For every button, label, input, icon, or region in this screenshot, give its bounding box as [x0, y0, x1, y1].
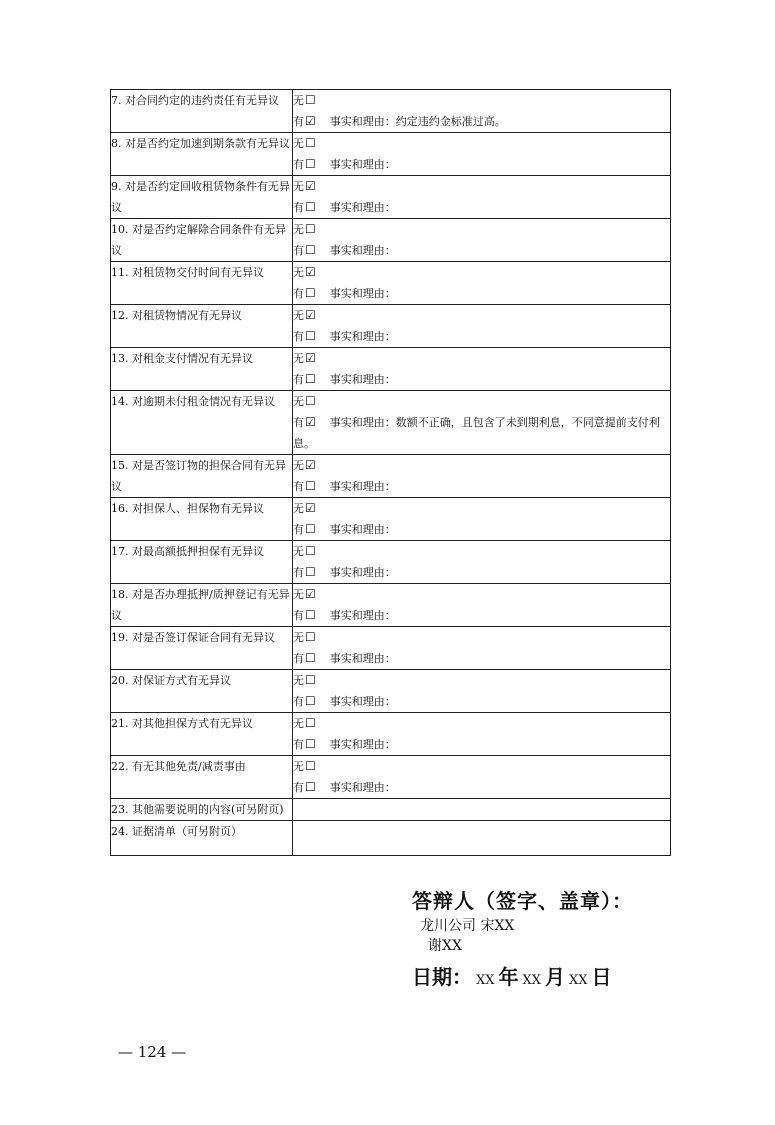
checkbox-icon[interactable]: ☐ [305, 630, 316, 644]
page-number: — 124 — [118, 1043, 187, 1061]
reason-label: 事实和理由： [329, 158, 396, 171]
question-text: 10. 对是否约定解除合同条件有无异议 [111, 223, 286, 257]
checkbox-icon[interactable]: ☑ [305, 308, 316, 322]
answer-cell [293, 584, 671, 627]
option-none [293, 670, 670, 691]
date-label: 日期： [412, 965, 472, 989]
form-row [111, 305, 671, 348]
answer-cell [293, 713, 671, 756]
question-text: 11. 对租赁物交付时间有无异议 [111, 266, 264, 279]
question-text: 24. 证据清单（可另附页） [111, 825, 242, 838]
reason-label: 事实和理由： [329, 738, 396, 751]
reason-label: 事实和理由： [329, 287, 396, 300]
option-none [293, 219, 670, 240]
answer-cell [293, 627, 671, 670]
option-none-label: 无 [293, 631, 304, 644]
reason-label: 事实和理由： [329, 373, 396, 386]
form-row [111, 90, 671, 133]
option-none [293, 305, 670, 326]
answer-cell [293, 219, 671, 262]
option-none [293, 90, 670, 111]
question-cell [111, 391, 293, 455]
question-text: 8. 对是否约定加速到期条款有无异议 [111, 137, 290, 150]
checkbox-icon[interactable]: ☐ [305, 522, 316, 536]
date-day-unit: 日 [591, 965, 612, 989]
form-row [111, 584, 671, 627]
date-month-unit: 月 [545, 965, 566, 989]
option-has [293, 154, 670, 175]
reason-label: 事实和理由： [329, 201, 396, 214]
answer-cell [293, 756, 671, 799]
question-cell [111, 176, 293, 219]
answer-cell [293, 262, 671, 305]
option-has [293, 605, 670, 626]
checkbox-icon[interactable]: ☐ [305, 372, 316, 386]
option-has-label: 有 [293, 201, 304, 214]
question-text: 14. 对逾期未付租金情况有无异议 [111, 395, 275, 408]
option-has-label: 有 [293, 287, 304, 300]
form-row [111, 627, 671, 670]
option-has [293, 197, 670, 218]
form-row [111, 133, 671, 176]
checkbox-icon[interactable]: ☑ [305, 351, 316, 365]
checkbox-icon[interactable]: ☐ [305, 716, 316, 730]
answer-cell [293, 305, 671, 348]
question-text: 7. 对合同约定的违约责任有无异议 [111, 94, 279, 107]
question-cell [111, 348, 293, 391]
checkbox-icon[interactable]: ☐ [305, 694, 316, 708]
checkbox-icon[interactable]: ☑ [305, 458, 316, 472]
form-row [111, 756, 671, 799]
checkbox-icon[interactable]: ☑ [305, 114, 316, 128]
option-has-label: 有 [293, 695, 304, 708]
date-day: XX [569, 973, 588, 988]
option-none [293, 756, 670, 777]
option-has-label: 有 [293, 480, 304, 493]
option-none [293, 498, 670, 519]
question-cell [111, 821, 293, 856]
question-cell [111, 498, 293, 541]
form-row [111, 455, 671, 498]
option-has-label: 有 [293, 523, 304, 536]
option-has [293, 777, 670, 798]
option-has-label: 有 [293, 609, 304, 622]
question-cell [111, 133, 293, 176]
option-none-label: 无 [293, 180, 304, 193]
form-row [111, 821, 671, 856]
checkbox-icon[interactable]: ☐ [305, 479, 316, 493]
option-has-label: 有 [293, 781, 304, 794]
option-has [293, 734, 670, 755]
option-none-label: 无 [293, 352, 304, 365]
question-cell [111, 541, 293, 584]
signer-line-2: 谢XX [428, 938, 462, 954]
question-text: 15. 对是否签订物的担保合同有无异议 [111, 459, 286, 493]
option-none [293, 627, 670, 648]
form-row [111, 498, 671, 541]
option-none-label: 无 [293, 717, 304, 730]
checkbox-icon[interactable]: ☑ [305, 501, 316, 515]
question-cell [111, 713, 293, 756]
checkbox-icon[interactable]: ☐ [305, 136, 316, 150]
answer-cell [293, 541, 671, 584]
option-none-label: 无 [293, 223, 304, 236]
signer-line-1: 龙川公司 宋XX [420, 918, 515, 934]
form-row [111, 219, 671, 262]
question-text: 18. 对是否办理抵押/质押登记有无异议 [111, 588, 290, 622]
signature-title: 答辩人（签字、盖章）： [412, 889, 633, 913]
option-none-label: 无 [293, 137, 304, 150]
form-row [111, 670, 671, 713]
reason-text: 约定违约金标准过高。 [395, 115, 506, 128]
option-none [293, 541, 670, 562]
option-has [293, 412, 670, 454]
checkbox-icon[interactable]: ☐ [305, 759, 316, 773]
question-text: 23. 其他需要说明的内容(可另附页) [111, 803, 284, 816]
option-none [293, 391, 670, 412]
question-text: 9. 对是否约定回收租赁物条件有无异议 [111, 180, 290, 214]
option-has [293, 476, 670, 497]
question-text: 16. 对担保人、担保物有无异议 [111, 502, 264, 515]
option-none [293, 348, 670, 369]
date-year-unit: 年 [498, 965, 519, 989]
checkbox-icon[interactable]: ☐ [305, 329, 316, 343]
option-none [293, 584, 670, 605]
date-line [412, 960, 752, 998]
reason-label: 事实和理由： [329, 695, 396, 708]
question-text: 19. 对是否签订保证合同有无异议 [111, 631, 275, 644]
reason-label: 事实和理由： [329, 330, 396, 343]
question-cell [111, 455, 293, 498]
answer-cell [293, 176, 671, 219]
reason-text: 数额不正确，且包含了未到期利息，不同意提前支付利息。 [293, 416, 660, 450]
reason-label: 事实和理由： [329, 480, 396, 493]
question-cell [111, 584, 293, 627]
signature-block [412, 886, 752, 998]
question-text: 22. 有无其他免责/减责事由 [111, 760, 246, 773]
option-none-label: 无 [293, 459, 304, 472]
checkbox-icon[interactable]: ☑ [305, 265, 316, 279]
question-cell [111, 756, 293, 799]
checkbox-icon[interactable]: ☐ [305, 651, 316, 665]
option-none-label: 无 [293, 760, 304, 773]
option-has-label: 有 [293, 416, 304, 429]
question-text: 17. 对最高额抵押担保有无异议 [111, 545, 264, 558]
option-has [293, 691, 670, 712]
form-row [111, 262, 671, 305]
option-has [293, 562, 670, 583]
option-none-label: 无 [293, 674, 304, 687]
option-has-label: 有 [293, 244, 304, 257]
option-none-label: 无 [293, 266, 304, 279]
option-none [293, 713, 670, 734]
option-has [293, 519, 670, 540]
question-text: 21. 对其他担保方式有无异议 [111, 717, 253, 730]
reason-label: 事实和理由： [329, 416, 396, 429]
checkbox-icon[interactable]: ☐ [305, 544, 316, 558]
date-year: XX [476, 973, 495, 988]
question-text: 20. 对保证方式有无异议 [111, 674, 231, 687]
answer-cell[interactable] [293, 799, 671, 821]
question-cell [111, 627, 293, 670]
checkbox-icon[interactable]: ☐ [305, 608, 316, 622]
option-none [293, 133, 670, 154]
checkbox-icon[interactable]: ☐ [305, 157, 316, 171]
answer-cell [293, 498, 671, 541]
option-none-label: 无 [293, 502, 304, 515]
option-has [293, 111, 670, 132]
checkbox-icon[interactable]: ☐ [305, 243, 316, 257]
option-none [293, 176, 670, 197]
reason-label: 事实和理由： [329, 781, 396, 794]
form-row [111, 348, 671, 391]
option-none-label: 无 [293, 545, 304, 558]
question-text: 13. 对租金支付情况有无异议 [111, 352, 253, 365]
question-cell [111, 670, 293, 713]
date-month: XX [522, 973, 542, 988]
checkbox-icon[interactable]: ☐ [305, 737, 316, 751]
question-text: 12. 对租赁物情况有无异议 [111, 309, 242, 322]
checkbox-icon[interactable]: ☑ [305, 415, 316, 429]
reason-label: 事实和理由： [329, 609, 396, 622]
option-none-label: 无 [293, 588, 304, 601]
option-has-label: 有 [293, 738, 304, 751]
question-cell [111, 799, 293, 821]
form-row [111, 541, 671, 584]
question-cell [111, 262, 293, 305]
option-has [293, 240, 670, 261]
option-has [293, 283, 670, 304]
checkbox-icon[interactable]: ☐ [305, 200, 316, 214]
form-row [111, 176, 671, 219]
checkbox-icon[interactable]: ☐ [305, 93, 316, 107]
option-none [293, 262, 670, 283]
checkbox-icon[interactable]: ☑ [305, 587, 316, 601]
option-has [293, 326, 670, 347]
option-none-label: 无 [293, 395, 304, 408]
form-row [111, 713, 671, 756]
answer-cell [293, 455, 671, 498]
option-has-label: 有 [293, 373, 304, 386]
defense-form-table [110, 89, 671, 856]
reason-label: 事实和理由： [329, 523, 396, 536]
answer-cell [293, 90, 671, 133]
option-none-label: 无 [293, 309, 304, 322]
answer-cell [293, 670, 671, 713]
reason-label: 事实和理由： [329, 115, 396, 128]
form-body [111, 90, 671, 856]
reason-label: 事实和理由： [329, 566, 396, 579]
answer-cell[interactable] [293, 821, 671, 856]
option-has [293, 648, 670, 669]
checkbox-icon[interactable]: ☐ [305, 222, 316, 236]
option-has [293, 369, 670, 390]
checkbox-icon[interactable]: ☐ [305, 673, 316, 687]
question-cell [111, 219, 293, 262]
checkbox-icon[interactable]: ☐ [305, 780, 316, 794]
answer-cell [293, 133, 671, 176]
option-none-label: 无 [293, 94, 304, 107]
question-cell [111, 305, 293, 348]
checkbox-icon[interactable]: ☐ [305, 394, 316, 408]
answer-cell [293, 348, 671, 391]
form-row [111, 391, 671, 455]
option-has-label: 有 [293, 566, 304, 579]
question-cell [111, 90, 293, 133]
checkbox-icon[interactable]: ☐ [305, 565, 316, 579]
option-has-label: 有 [293, 115, 304, 128]
reason-label: 事实和理由： [329, 652, 396, 665]
option-has-label: 有 [293, 330, 304, 343]
checkbox-icon[interactable]: ☑ [305, 179, 316, 193]
reason-label: 事实和理由： [329, 244, 396, 257]
checkbox-icon[interactable]: ☐ [305, 286, 316, 300]
option-none [293, 455, 670, 476]
option-has-label: 有 [293, 158, 304, 171]
answer-cell [293, 391, 671, 455]
form-row [111, 799, 671, 821]
option-has-label: 有 [293, 652, 304, 665]
